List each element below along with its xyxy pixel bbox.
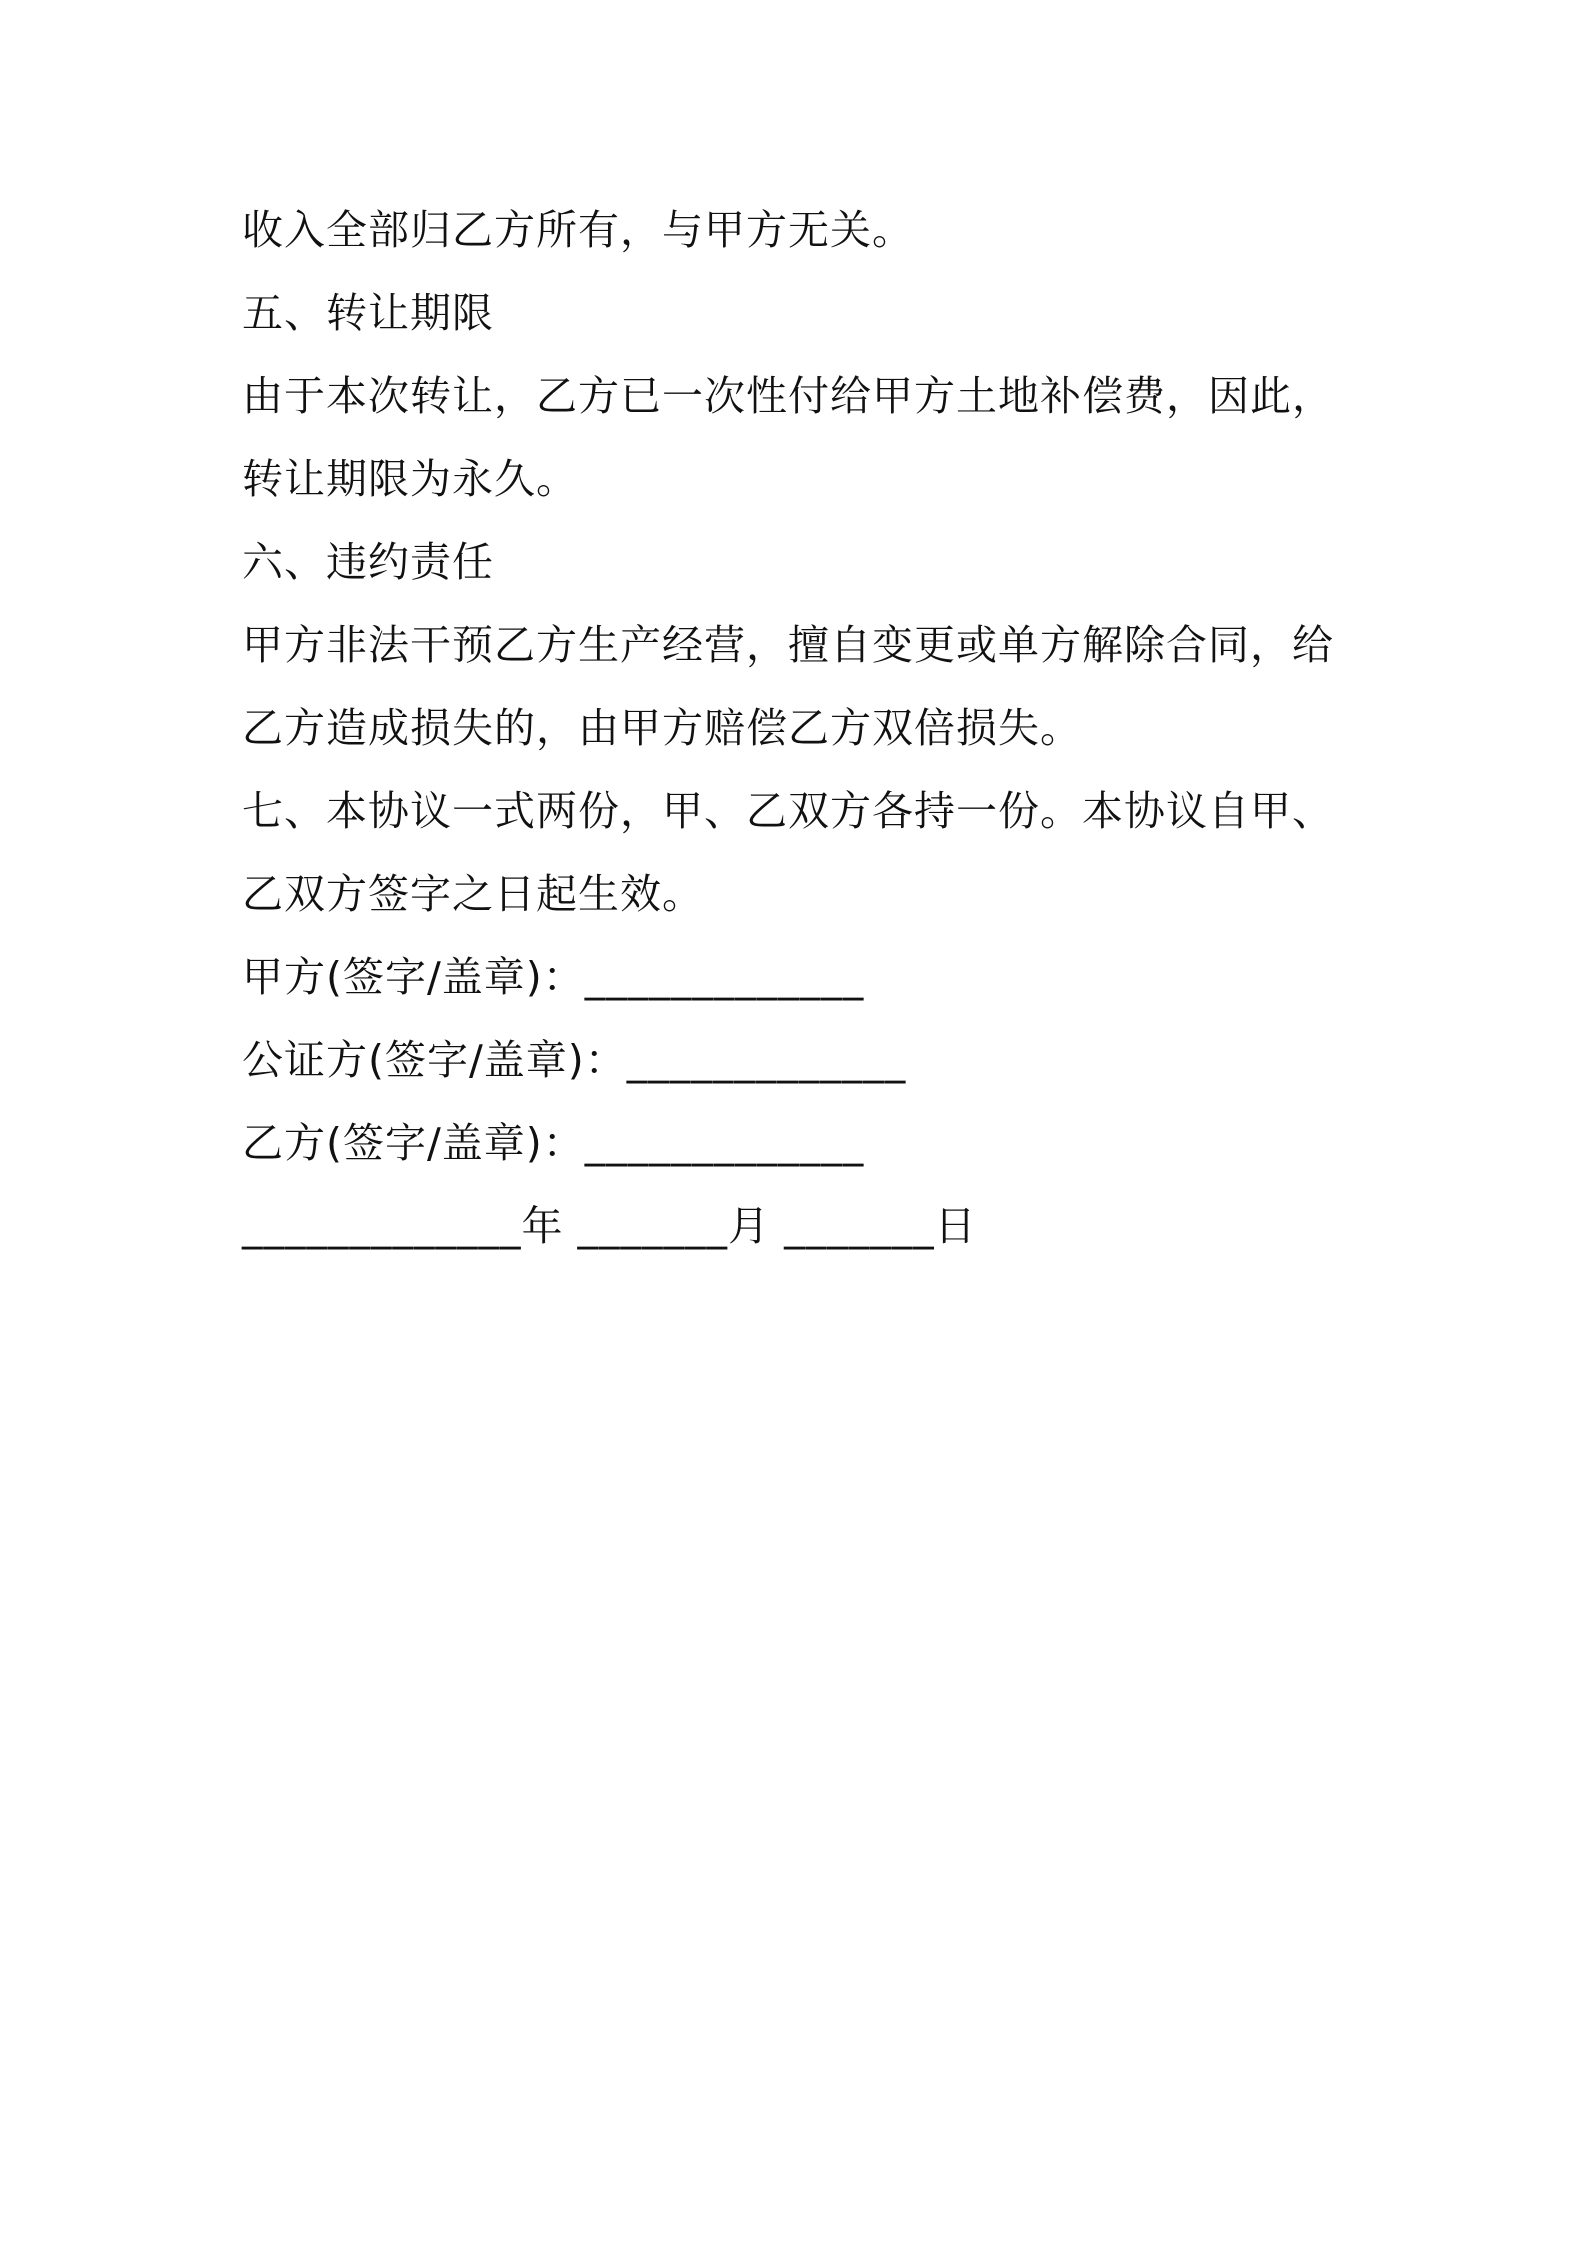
- signature-party-b: 乙方(签字/盖章)：_____________: [242, 1119, 865, 1167]
- paragraph-line: 乙方造成损失的，由甲方赔偿乙方双倍损失。: [242, 704, 1082, 752]
- paragraph-line: 收入全部归乙方所有，与甲方无关。: [242, 206, 914, 254]
- paragraph-line: 转让期限为永久。: [242, 455, 578, 503]
- signature-party-a: 甲方(签字/盖章)：_____________: [242, 953, 865, 1001]
- paragraph-line: 甲方非法干预乙方生产经营，擅自变更或单方解除合同，给: [242, 621, 1334, 669]
- signature-notary: 公证方(签字/盖章)：_____________: [242, 1036, 907, 1084]
- paragraph-line: 由于本次转让，乙方已一次性付给甲方土地补偿费，因此，: [242, 372, 1334, 420]
- section-heading-transfer-term: 五、转让期限: [242, 289, 494, 337]
- paragraph-line: 七、本协议一式两份，甲、乙双方各持一份。本协议自甲、: [242, 787, 1334, 835]
- signature-date-line: _____________年 _______月 _______日: [242, 1202, 977, 1250]
- section-heading-liability: 六、违约责任: [242, 538, 494, 586]
- paragraph-line: 乙双方签字之日起生效。: [242, 870, 704, 918]
